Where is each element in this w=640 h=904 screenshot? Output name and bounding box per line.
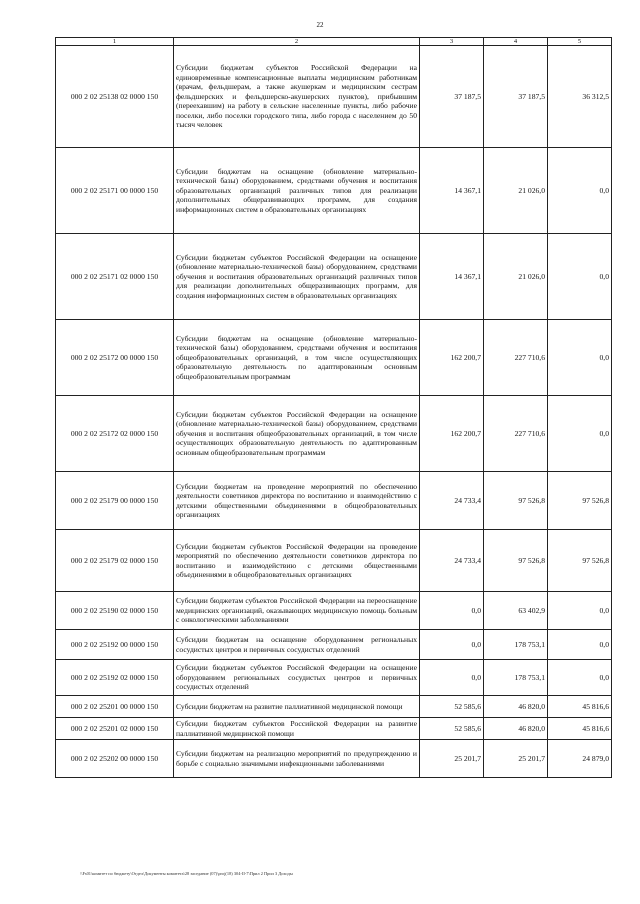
value-col-4: 37 187,5 xyxy=(484,46,548,148)
value-col-5: 97 526,8 xyxy=(548,530,612,592)
table-row xyxy=(56,396,612,472)
value-col-4: 97 526,8 xyxy=(484,472,548,530)
table-row xyxy=(56,148,612,234)
value-col-4: 97 526,8 xyxy=(484,530,548,592)
value-col-4: 25 201,7 xyxy=(484,740,548,778)
value-col-3: 14 367,1 xyxy=(420,148,484,234)
value-col-4: 178 753,1 xyxy=(484,660,548,696)
value-col-3: 162 200,7 xyxy=(420,396,484,472)
row-description: Субсидии бюджетам на оснащение оборудованием региональных сосудистых центров и первичных сосудистых отделений xyxy=(174,630,420,660)
row-description: Субсидии бюджетам субъектов Российской Федерации на оснащение (обновление материально-технической базы) оборудованием, средствами обучения и воспитания образовательных организаций различных типов для реализации дополнительных общеразвивающих программ, для создания информационных систем в образовательных организациях xyxy=(174,234,420,320)
row-description: Субсидии бюджетам субъектов Российской Федерации на оснащение оборудованием региональных сосудистых центров и первичных сосудистых отделений xyxy=(174,660,420,696)
value-col-5: 45 816,6 xyxy=(548,696,612,718)
row-description: Субсидии бюджетам на реализацию мероприятий по предупреждению и борьбе с социально значимыми инфекционными заболеваниями xyxy=(174,740,420,778)
value-col-5: 0,0 xyxy=(548,234,612,320)
value-col-4: 227 710,6 xyxy=(484,320,548,396)
value-col-3: 24 733,4 xyxy=(420,472,484,530)
value-col-3: 0,0 xyxy=(420,660,484,696)
value-col-5: 97 526,8 xyxy=(548,472,612,530)
table-row xyxy=(56,660,612,696)
budget-code: 000 2 02 25179 00 0000 150 xyxy=(56,472,174,530)
value-col-5: 0,0 xyxy=(548,630,612,660)
budget-code: 000 2 02 25201 02 0000 150 xyxy=(56,718,174,740)
table-row xyxy=(56,530,612,592)
column-header-1: 1 xyxy=(56,38,174,46)
value-col-4: 227 710,6 xyxy=(484,396,548,472)
value-col-3: 52 585,6 xyxy=(420,718,484,740)
column-header-3: 3 xyxy=(420,38,484,46)
table-row xyxy=(56,472,612,530)
row-description: Субсидии бюджетам на оснащение (обновление материально-технической базы) оборудованием, средствами обучения и воспитания общеобразовательных организаций, в том числе осуществляющих образовательную деятельность по адаптированным основным общеобразовательным программам xyxy=(174,320,420,396)
page-number: 22 xyxy=(316,21,324,29)
budget-code: 000 2 02 25192 00 0000 150 xyxy=(56,630,174,660)
value-col-5: 45 816,6 xyxy=(548,718,612,740)
value-col-5: 24 879,0 xyxy=(548,740,612,778)
table-row xyxy=(56,320,612,396)
budget-code: 000 2 02 25201 00 0000 150 xyxy=(56,696,174,718)
budget-code: 000 2 02 25192 02 0000 150 xyxy=(56,660,174,696)
value-col-3: 0,0 xyxy=(420,630,484,660)
table-row xyxy=(56,592,612,630)
value-col-5: 0,0 xyxy=(548,592,612,630)
column-header-5: 5 xyxy=(548,38,612,46)
value-col-5: 36 312,5 xyxy=(548,46,612,148)
budget-code: 000 2 02 25171 02 0000 150 xyxy=(56,234,174,320)
value-col-3: 25 201,7 xyxy=(420,740,484,778)
row-description: Субсидии бюджетам субъектов Российской Федерации на проведение мероприятий по обеспечению деятельности советников директора по воспитанию и взаимодействию с детскими общественными объединениями в общеобразовательных организациях xyxy=(174,530,420,592)
row-description: Субсидии бюджетам субъектов Российской Федерации на оснащение (обновление материально-технической базы) оборудованием, средствами обучения и воспитания общеобразовательных организаций, в том числе осуществляющих образовательную деятельность по адаптированным основным общеобразовательным программам xyxy=(174,396,420,472)
budget-code: 000 2 02 25172 00 0000 150 xyxy=(56,320,174,396)
value-col-3: 14 367,1 xyxy=(420,234,484,320)
budget-table xyxy=(55,37,612,778)
value-col-5: 0,0 xyxy=(548,396,612,472)
value-col-5: 0,0 xyxy=(548,660,612,696)
row-description: Субсидии бюджетам на развитие паллиативной медицинской помощи xyxy=(174,696,420,718)
value-col-3: 52 585,6 xyxy=(420,696,484,718)
value-col-4: 46 820,0 xyxy=(484,696,548,718)
column-header-4: 4 xyxy=(484,38,548,46)
budget-code: 000 2 02 25138 02 0000 150 xyxy=(56,46,174,148)
column-number-row xyxy=(56,38,612,46)
row-description: Субсидии бюджетам на проведение мероприятий по обеспечению деятельности советников директора по воспитанию и взаимодействию с детскими общественными объединениями в общеобразовательных организациях xyxy=(174,472,420,530)
value-col-5: 0,0 xyxy=(548,148,612,234)
row-description: Субсидии бюджетам субъектов Российской Федерации на переоснащение медицинских организаций, оказывающих медицинскую помощь больным с онкологическими заболеваниями xyxy=(174,592,420,630)
value-col-3: 162 200,7 xyxy=(420,320,484,396)
value-col-4: 21 026,0 xyxy=(484,148,548,234)
value-col-3: 24 733,4 xyxy=(420,530,484,592)
table-row xyxy=(56,46,612,148)
table-row xyxy=(56,696,612,718)
value-col-5: 0,0 xyxy=(548,320,612,396)
budget-code: 000 2 02 25190 02 0000 150 xyxy=(56,592,174,630)
value-col-3: 37 187,5 xyxy=(420,46,484,148)
value-col-4: 46 820,0 xyxy=(484,718,548,740)
row-description: Субсидии бюджетам субъектов Российской Федерации на единовременные компенсационные выплаты медицинским работникам (врачам, фельдшерам, а также акушеркам и медицинским сестрам фельдшерских и фельдшерско-акушерских пунктов), прибывшим (переехавшим) на работу в сельские населенные пункты, либо рабочие поселки, либо поселки городского типа, либо города с населением до 50 тысяч человек xyxy=(174,46,420,148)
value-col-4: 178 753,1 xyxy=(484,630,548,660)
budget-code: 000 2 02 25171 00 0000 150 xyxy=(56,148,174,234)
table-row xyxy=(56,718,612,740)
budget-code: 000 2 02 25172 02 0000 150 xyxy=(56,396,174,472)
table-row xyxy=(56,630,612,660)
value-col-4: 63 402,9 xyxy=(484,592,548,630)
file-path-footer: \\Fs01\комитет по бюджету\Отдел\Документы комитета\28 заседание (07)\proj(18) 304-II-7\Прил 2 Прил 3 Доходы xyxy=(80,871,293,876)
budget-code: 000 2 02 25202 00 0000 150 xyxy=(56,740,174,778)
table-row xyxy=(56,234,612,320)
row-description: Субсидии бюджетам на оснащение (обновление материально-технической базы) оборудованием, средствами обучения и воспитания образовательных организаций различных типов для реализации дополнительных общеразвивающих программ, для создания информационных систем в образовательных организациях xyxy=(174,148,420,234)
value-col-4: 21 026,0 xyxy=(484,234,548,320)
budget-code: 000 2 02 25179 02 0000 150 xyxy=(56,530,174,592)
value-col-3: 0,0 xyxy=(420,592,484,630)
column-header-2: 2 xyxy=(174,38,420,46)
table-row xyxy=(56,740,612,778)
row-description: Субсидии бюджетам субъектов Российской Федерации на развитие паллиативной медицинской помощи xyxy=(174,718,420,740)
